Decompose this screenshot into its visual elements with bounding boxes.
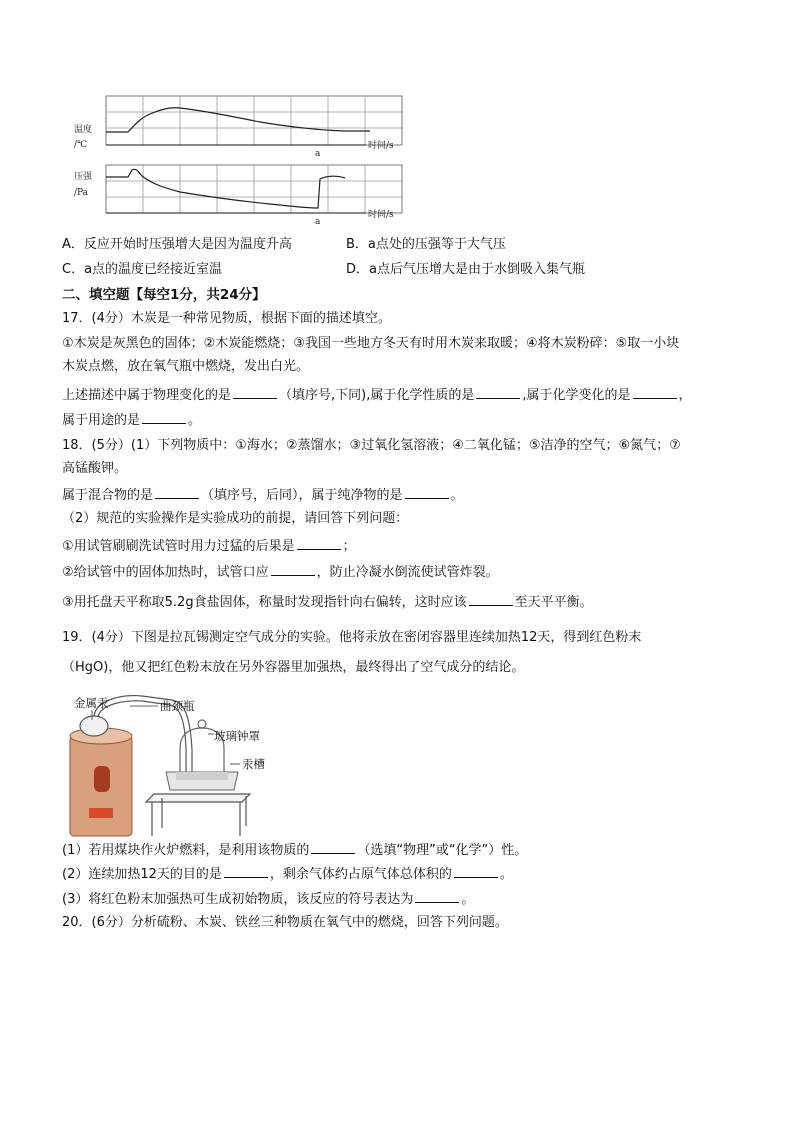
q18-part2-q3 (62, 592, 593, 612)
q19-text-a: (1）若用煤块作火炉燃料，是利用该物质的 (62, 843, 310, 858)
q17-text-e: 属于用途的是 (62, 413, 141, 428)
q19-stem-cont: （HgO)，他又把红色粉末放在另外容器里加强热，最终得出了空气成分的结论。 (62, 660, 525, 675)
q19-stem: 19．(4分）下图是拉瓦锡测定空气成分的实验。他将汞放在密闭容器里连续加热12天，得到红色粉末 (62, 630, 642, 645)
q18-blank-5[interactable] (469, 592, 513, 606)
pressure-grid (106, 165, 402, 213)
label-retort: 曲颈瓶 (160, 699, 195, 713)
q17-stem: 17．(4分）木炭是一种常见物质，根据下面的描述填空。 (62, 311, 391, 326)
q18-stem-cont: 高锰酸钾。 (62, 461, 128, 476)
q17-text-a: 上述描述中属于物理变化的是 (62, 388, 232, 403)
section2-title: 二、填空题【每空1分，共24分】 (62, 287, 266, 303)
q17-blank-3[interactable] (633, 385, 677, 399)
q18-blank-1[interactable] (155, 485, 199, 499)
q17-blank-4[interactable] (142, 410, 186, 424)
q16-option-b: B．a点处的压强等于大气压 (346, 237, 506, 252)
q19-text-f: (3）将红色粉末加强热可生成初始物质，该反应的符号表达为 (62, 892, 414, 907)
q17-blank-2[interactable] (476, 385, 520, 399)
q17-question-line (62, 385, 692, 405)
q18-text-g: ，防止冷凝水倒流使试管炸裂。 (316, 565, 499, 580)
q20-stem: 20．(6分）分析硫粉、木炭、铁丝三种物质在氧气中的燃烧，回答下列问题。 (62, 915, 508, 930)
q19-text-b: （选填“物理”或“化学”）性。 (357, 843, 528, 858)
label-mercury-trough: 汞槽 (242, 757, 265, 771)
q19-sub2 (62, 864, 513, 884)
q19-sub3 (62, 889, 474, 909)
q17-text-d: ， (678, 388, 692, 403)
q18-text-f: ②给试管中的固体加热时，试管口应 (62, 565, 269, 580)
q17-blank-1[interactable] (233, 385, 277, 399)
table (146, 794, 250, 836)
q18-text-h: ③用托盘天平称取5.2g食盐固体，称量时发现指针向右偏转，这时应该 (62, 595, 467, 610)
q18-part2-q2 (62, 562, 499, 582)
q18-stem: 18．(5分）(1）下列物质中：①海水；②蒸馏水；③过氧化氢溶液；④二氧化锰；⑤洁净的空气；⑥氮气；⑦ (62, 438, 681, 453)
q17-text-f: 。 (188, 413, 202, 428)
lavoisier-apparatus-figure (62, 690, 302, 840)
q16-option-d: D．a点后气压增大是由于水倒吸入集气瓶 (346, 262, 585, 277)
q18-blank-2[interactable] (405, 485, 449, 499)
q18-text-b: （填序号，后同），属于纯净物的是 (201, 488, 403, 503)
q18-part2-stem: （2）规范的实验操作是实验成功的前提，请回答下列问题： (62, 511, 409, 526)
q18-text-a: 属于混合物的是 (62, 488, 154, 503)
temperature-ylabel-bottom: /℃ (74, 140, 88, 150)
q17-question-line-2 (62, 410, 201, 430)
q19-text-e: 。 (499, 867, 513, 882)
q17-statements-2: 木炭点燃，放在氧气瓶中燃烧，发出白光。 (62, 359, 310, 374)
q19-blank-2[interactable] (224, 864, 268, 878)
q16-option-a: A．反应开始时压强增大是因为温度升高 (62, 237, 292, 252)
q17-statements-1: ①木炭是灰黑色的固体；②木炭能燃烧；③我国一些地方冬天有时用木炭来取暖；④将木炭粉碎：⑤取一小块 (62, 336, 680, 351)
q19-blank-1[interactable] (311, 840, 355, 854)
pressure-xlabel: 时间/s (368, 210, 394, 220)
pressure-ylabel-top: 压强 (74, 172, 93, 182)
pressure-point-a: a (315, 217, 321, 227)
q19-text-c: (2）连续加热12天的目的是 (62, 867, 222, 882)
pressure-curve (106, 169, 345, 208)
q19-blank-3[interactable] (454, 864, 498, 878)
temperature-xlabel: 时间/s (368, 141, 394, 151)
q18-text-d: ①用试管刷刷洗试管时用力过猛的后果是 (62, 539, 295, 554)
q18-blank-3[interactable] (297, 536, 341, 550)
label-mercury: 金属汞 (74, 696, 109, 710)
q18-text-i: 至天平平衡。 (514, 595, 593, 610)
q18-text-c: 。 (450, 488, 464, 503)
q19-blank-4[interactable] (415, 889, 459, 903)
temperature-pressure-charts (70, 88, 410, 228)
q17-text-b: （填序号,下同),属于化学性质的是 (279, 388, 475, 403)
temperature-point-a: a (315, 149, 321, 159)
label-bell-jar: 玻璃钟罩 (214, 729, 260, 743)
temperature-ylabel-top: 温度 (74, 125, 93, 135)
q18-blank-4[interactable] (271, 562, 315, 576)
q18-question-1 (62, 485, 464, 505)
q16-option-c: C．a点的温度已经接近室温 (62, 262, 223, 277)
q18-part2-q1 (62, 536, 356, 556)
q18-text-e: ； (342, 539, 356, 554)
q19-sub1 (62, 840, 527, 860)
q19-text-d: ，剩余气体约占原气体总体积的 (269, 867, 452, 882)
q19-text-g: 。 (461, 892, 475, 907)
q17-text-c: ,属于化学变化的是 (522, 388, 631, 403)
furnace (70, 728, 132, 836)
pressure-ylabel-bottom: /Pa (74, 188, 89, 198)
